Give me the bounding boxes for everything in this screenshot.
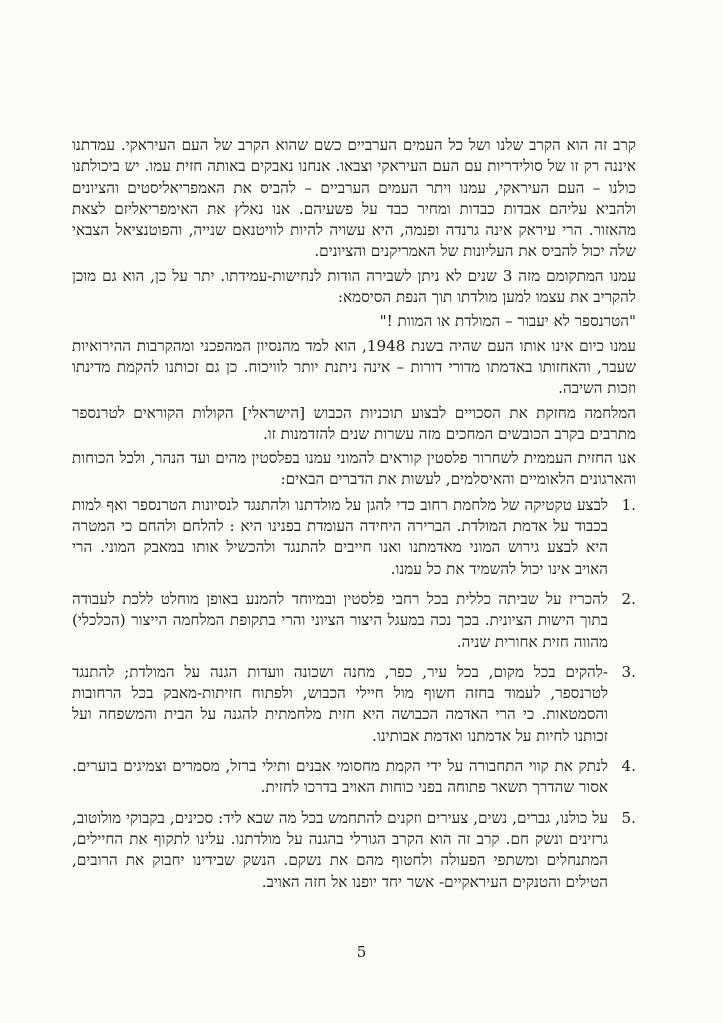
list-item xyxy=(72,589,636,653)
list-item xyxy=(72,495,636,580)
list-item-number: 4. xyxy=(621,757,636,776)
paragraph-1948: עמנו כיום אינו אותו העם שהיה בשנת 1948, הוא למד מהנסיון המהפכני ומהקרבות ההירואיות שעבר, והאחזותו באדמתו מדורי דורות – אינה ניתנת יותר לוויכוח. כן גם זכותנו להקמת מדינתו וזכות השיבה. xyxy=(72,336,637,398)
action-list xyxy=(72,495,636,893)
list-item-text: לבצע טקטיקה של מלחמת רחוב כדי להגן על מולדתנו ולהתנגד לנסיונות הטרנספר ואף למות בכבוד על אדמת המולדת. הברירה היחידה העומדת בפנינו היא : להלחם ולהחם כי המטרה היא לבצע גירוש המוני מאדמתנו ואנו חייבים להתנגד ולהכשיל אותו במאבק המוני. הרי האויב אינו יכול להשמיד את כל עמנו. xyxy=(72,495,608,578)
paragraph-call: אנו החזית העממית לשחרור פלסטין קוראים להמוני עמנו בפלסטין מהים ועד הנהר, ולכל הכוחות והארגונים הלאומיים והאיסלמים, לעשות את הדברים הבאים: xyxy=(72,449,636,489)
list-item-text: לנתק את קווי התחבורה על ידי הקמת מחסומי אבנים ותילי ברזל, מסמרים וצמיגים בוערים. אסור שהדרך תשאר פתוחה בפני כוחות האויב בדרכו לחזית. xyxy=(72,757,608,797)
list-item-text: להכריז על שביתה כללית בכל רחבי פלסטין ובמיוחד להמנע באופן מוחלט ללכת לעבודה בתוך הישות הציונית. בכך נכה במעגל היצור הציוני והרי בתקופת המלחמה הייצור (הכלכלי) מהווה חזית אחורית שניה. xyxy=(72,589,608,651)
list-item-number: 2. xyxy=(621,589,636,608)
list-item xyxy=(72,756,636,799)
body-text xyxy=(72,135,636,902)
list-item xyxy=(72,662,636,747)
list-item xyxy=(72,808,636,893)
paragraph-steadfastness: עמנו המתקומם מזה 3 שנים לא ניתן לשבירה הודות לנחישות-עמידתו. יתר על כן, הוא גם מוכן להקריב את עצמו למען מולדתו תוך הנפת הסיסמא: xyxy=(72,266,636,307)
list-item-number: 5. xyxy=(621,808,636,827)
list-item-number: 3. xyxy=(621,662,636,681)
page-number: 5 xyxy=(356,943,367,961)
slogan-quote: "הטרנספר לא יעבור – המולדת או המוות !" xyxy=(379,312,636,331)
paragraph-transfer-plans: המלחמה מחזקת את הסכויים לבצוע תוכניות הכבוש [הישראלי] הקולות הקוראים לטרנספר מתרבים בקרב הכובשים המחכים מזה עשרות שנים להזדמנות זו. xyxy=(72,403,636,443)
list-item-text: -להקים בכל מקום, בכל עיר, כפר, מחנה ושכונה וועדות הגנה על המולדת; להתנגד לטרנספר, לעמוד בחזה חשוף מול חיילי הכבוש, ולפתוח חזיתות-מאבק בכל הרחובות והסמטאות. כי הרי האדמה הכבושה היא חזית מלחמתית להגנה על הבית והמשפחה ועל זכותנו לחיות על אדמתנו ואדמת אבותינו. xyxy=(72,662,608,745)
list-item-text: על כולנו, גברים, נשים, צעירים וזקנים להתחמש בכל מה שבא ליד: סכינים, בקבוקי מולוטוב, גרזינים ונשק חם. קרב זה הוא הקרב הגורלי בהגנה על מולדתנו. עלינו לתקוף את החיילים, המתנחלים ומשתפי הפעולה ולחטוף מהם את נשקם. הנשק שבידינו יחבוק את הרובים, הטילים והטנקים העיראקיים- אשר יחד יופנו אל חזה האויב. xyxy=(72,808,608,891)
list-item-number: 1. xyxy=(621,495,636,514)
paragraph-iraq-battle: קרב זה הוא הקרב שלנו ושל כל העמים הערביים כשם שהוא הקרב של העם העיראקי. עמדתנו איננה רק זו של סולידריות עם העם העיראקי וצבאו. אנחנו נאבקים באותה חזית עמו. יש ביכולתנו כולנו – העם העיראקי, עמנו ויתר העמים הערביים – להביס את האמפריאליסטים והציונים ולהביא עליהם אבדות כבדות ומחיר כבד על פשעיהם. אנו נאלץ את האימפריאליזם לצאת מהאזור. הרי עיראק אינה גרנדה ופנמה, היא עשויה להיות לוויטנאם שנייה, והפוטנציאל הצבאי שלה יכול להביס את העליונות של האמריקנים והציונים. xyxy=(72,136,636,261)
